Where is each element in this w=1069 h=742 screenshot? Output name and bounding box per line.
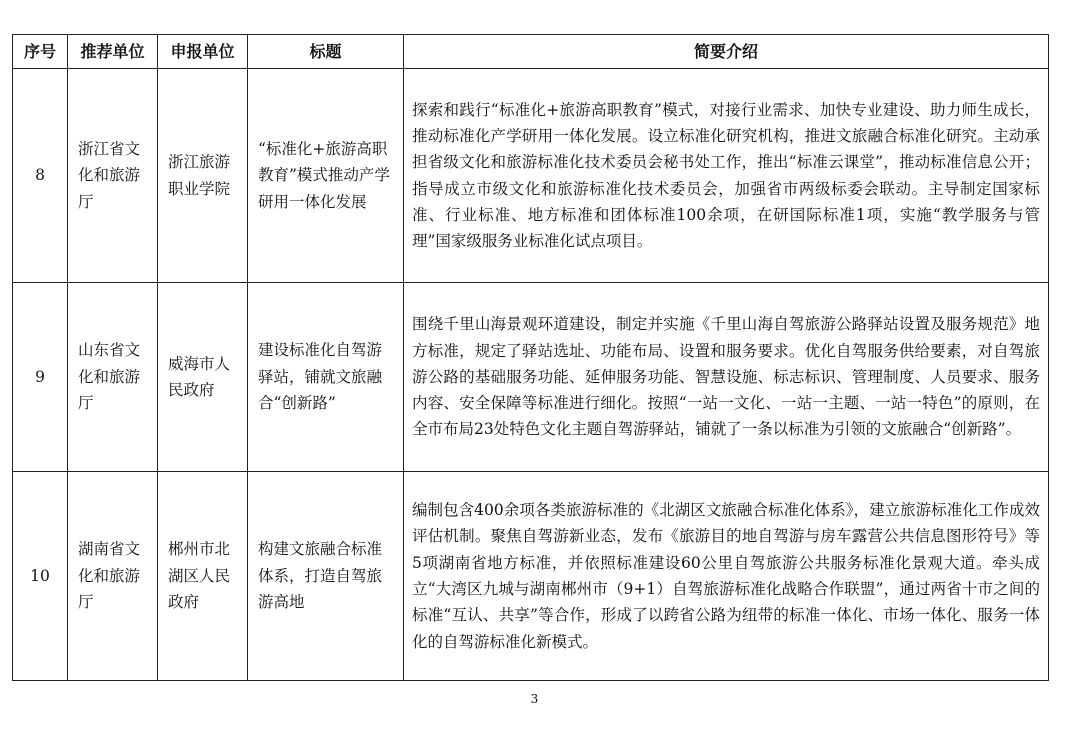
row-seq: 10 [13,472,68,681]
row-title: 构建文旅融合标准体系，打造自驾旅游高地 [248,472,404,681]
header-applicant: 申报单位 [158,35,248,69]
row-recommender: 山东省文化和旅游厅 [68,283,158,472]
header-recommender: 推荐单位 [68,35,158,69]
row-intro: 编制包含400余项各类旅游标准的《北湖区文旅融合标准化体系》，建立旅游标准化工作成效评估机制。聚焦自驾游新业态，发布《旅游目的地自驾游与房车露营公共信息图形符号》等5项湖南省地方标准，并依照标准建设60公里自驾旅游公共服务标准化景观大道。牵头成立“大湾区九城与湖南郴州市（9+1）自驾旅游标准化战略合作联盟”，通过两省十市之间的标准“互认、共享”等合作，形成了以跨省公路为纽带的标准一体化、市场一体化、服务一体化的自驾游标准化新模式。 [404,472,1049,681]
header-seq: 序号 [13,35,68,69]
row-title: 建设标准化自驾游驿站，铺就文旅融合“创新路” [248,283,404,472]
data-table [12,34,1049,681]
row-applicant: 威海市人民政府 [158,283,248,472]
row-recommender: 湖南省文化和旅游厅 [68,472,158,681]
row-applicant: 郴州市北湖区人民政府 [158,472,248,681]
table-row [13,283,1049,472]
page-number: 3 [530,692,539,706]
row-seq: 8 [13,69,68,283]
table-header-row [13,35,1049,69]
row-title: “标准化+旅游高职教育”模式推动产学研用一体化发展 [248,69,404,283]
header-intro: 简要介绍 [404,35,1049,69]
row-intro: 探索和践行“标准化+旅游高职教育”模式，对接行业需求、加快专业建设、助力师生成长，推动标准化产学研用一体化发展。设立标准化研究机构，推进文旅融合标准化研究。主动承担省级文化和旅游标准化技术委员会秘书处工作，推出“标准云课堂”，推动标准信息公开；指导成立市级文化和旅游标准化技术委员会，加强省市两级标委会联动。主导制定国家标准、行业标准、地方标准和团体标准100余项，在研国际标准1项，实施“教学服务与管理”国家级服务业标准化试点项目。 [404,69,1049,283]
table-row [13,472,1049,681]
row-applicant: 浙江旅游职业学院 [158,69,248,283]
row-recommender: 浙江省文化和旅游厅 [68,69,158,283]
row-intro: 围绕千里山海景观环道建设，制定并实施《千里山海自驾旅游公路驿站设置及服务规范》地方标准，规定了驿站选址、功能布局、设置和服务要求。优化自驾服务供给要素，对自驾旅游公路的基础服务功能、延伸服务功能、智慧设施、标志标识、管理制度、人员要求、服务内容、安全保障等标准进行细化。按照“一站一文化、一站一主题、一站一特色”的原则，在全市布局23处特色文化主题自驾游驿站，铺就了一条以标准为引领的文旅融合“创新路”。 [404,283,1049,472]
row-seq: 9 [13,283,68,472]
header-title: 标题 [248,35,404,69]
table-row [13,69,1049,283]
